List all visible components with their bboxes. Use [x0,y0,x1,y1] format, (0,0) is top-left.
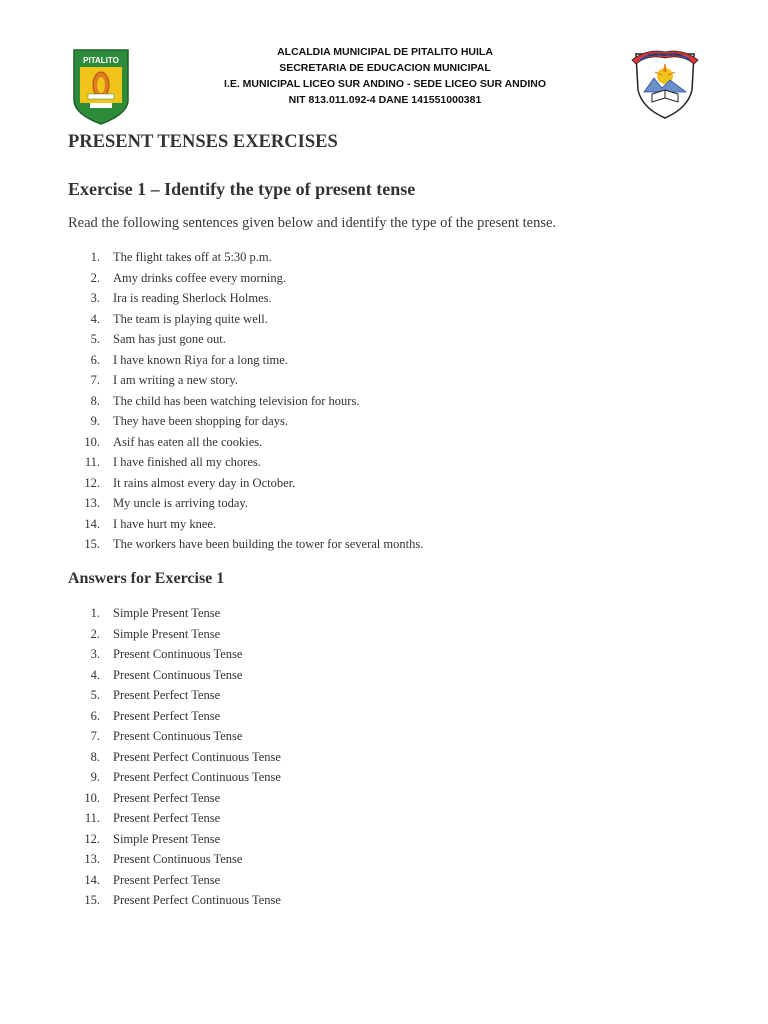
list-item-number: 3. [90,647,100,661]
list-item-text: The child has been watching television for hours. [113,393,360,408]
answers-title: Answers for Exercise 1 [68,570,225,587]
list-item-number: 11. [84,811,100,825]
list-item-text: Simple Present Tense [113,606,221,620]
list-item-number: 14. [84,872,100,887]
list-item-number: 2. [90,270,100,285]
list-item-number: 2. [90,626,100,641]
list-item-text: Present Perfect Tense [113,708,221,723]
list-item-number: 3. [90,291,100,305]
crest-banner-text: Liceo Sur Andino [647,52,683,57]
list-item-text: Present Perfect Tense [113,688,221,702]
list-item-text: Present Perfect Tense [113,811,221,825]
list-item-text: Present Perfect Continuous Tense [113,770,281,784]
list-item-text: Present Perfect Continuous Tense [113,749,281,764]
pitalito-logo-text: PITALITO [83,56,119,65]
list-item-text: Present Perfect Continuous Tense [113,893,281,907]
list-item-number: 9. [90,770,100,784]
list-item-text: Sam has just gone out. [113,332,226,346]
list-item-number: 14. [84,516,100,531]
list-item-number: 5. [90,332,100,346]
list-item-text: Present Perfect Tense [113,790,221,805]
list-item-text: Present Continuous Tense [113,852,243,866]
list-item-number: 11. [84,455,100,469]
list-item-number: 12. [84,831,100,846]
list-item-number: 13. [84,852,100,866]
list-item-number: 12. [84,475,100,490]
school-crest-icon [630,42,700,122]
list-item-text: I have finished all my chores. [113,455,261,469]
list-item-text: I have hurt my knee. [113,516,217,531]
list-item-number: 9. [90,414,100,428]
list-item-text: The workers have been building the tower for several months. [113,537,424,551]
list-item-text: Present Continuous Tense [113,729,243,743]
page-title: PRESENT TENSES EXERCISES [68,132,338,152]
list-item-number: 6. [90,708,100,723]
header-line-2: SECRETARIA DE EDUCACION MUNICIPAL [279,62,491,74]
list-item-text: Simple Present Tense [113,831,221,846]
list-item-number: 15. [84,537,100,551]
list-item-text: Present Continuous Tense [113,647,243,661]
list-item-text: I have known Riya for a long time. [113,352,288,367]
pitalito-logo [72,48,130,126]
list-item-text: It rains almost every day in October. [113,475,296,490]
exercise-instruction: Read the following sentences given below and identify the type of the present tense. [68,215,557,231]
list-item-number: 8. [90,749,100,764]
list-item-text: Present Continuous Tense [113,667,243,682]
list-item-number: 10. [84,790,100,805]
list-item-text: The team is playing quite well. [113,311,268,326]
list-item-text: I am writing a new story. [113,373,238,387]
list-item-text: Present Perfect Tense [113,872,221,887]
exercise-title: Exercise 1 – Identify the type of present tense [68,179,416,199]
list-item-number: 4. [90,667,100,682]
list-item-number: 1. [90,606,100,620]
header-line-1: ALCALDIA MUNICIPAL DE PITALITO HUILA [277,46,493,58]
list-item-number: 13. [84,496,100,510]
school-crest-logo [630,42,700,122]
list-item-text: Asif has eaten all the cookies. [113,434,263,449]
list-item-number: 5. [90,688,100,702]
list-item-text: Ira is reading Sherlock Holmes. [113,291,272,305]
list-item-number: 10. [84,434,100,449]
list-item-number: 6. [90,352,100,367]
list-item-text: Amy drinks coffee every morning. [113,270,286,285]
list-item-text: My uncle is arriving today. [113,496,248,510]
institution-header [200,44,570,108]
pitalito-shield-icon [72,48,130,126]
list-item-number: 1. [90,250,100,264]
list-item-number: 7. [90,373,100,387]
list-item-text: Simple Present Tense [113,626,221,641]
header-line-3: I.E. MUNICIPAL LICEO SUR ANDINO - SEDE LICEO SUR ANDINO [223,78,547,90]
list-item-number: 8. [90,393,100,408]
list-item-number: 15. [84,893,100,907]
header-line-4: NIT 813.011.092-4 DANE 141551000381 [288,94,482,106]
list-item-text: The flight takes off at 5:30 p.m. [113,250,272,264]
list-item-number: 4. [90,311,100,326]
list-item-text: They have been shopping for days. [113,414,288,428]
list-item-number: 7. [90,729,100,743]
